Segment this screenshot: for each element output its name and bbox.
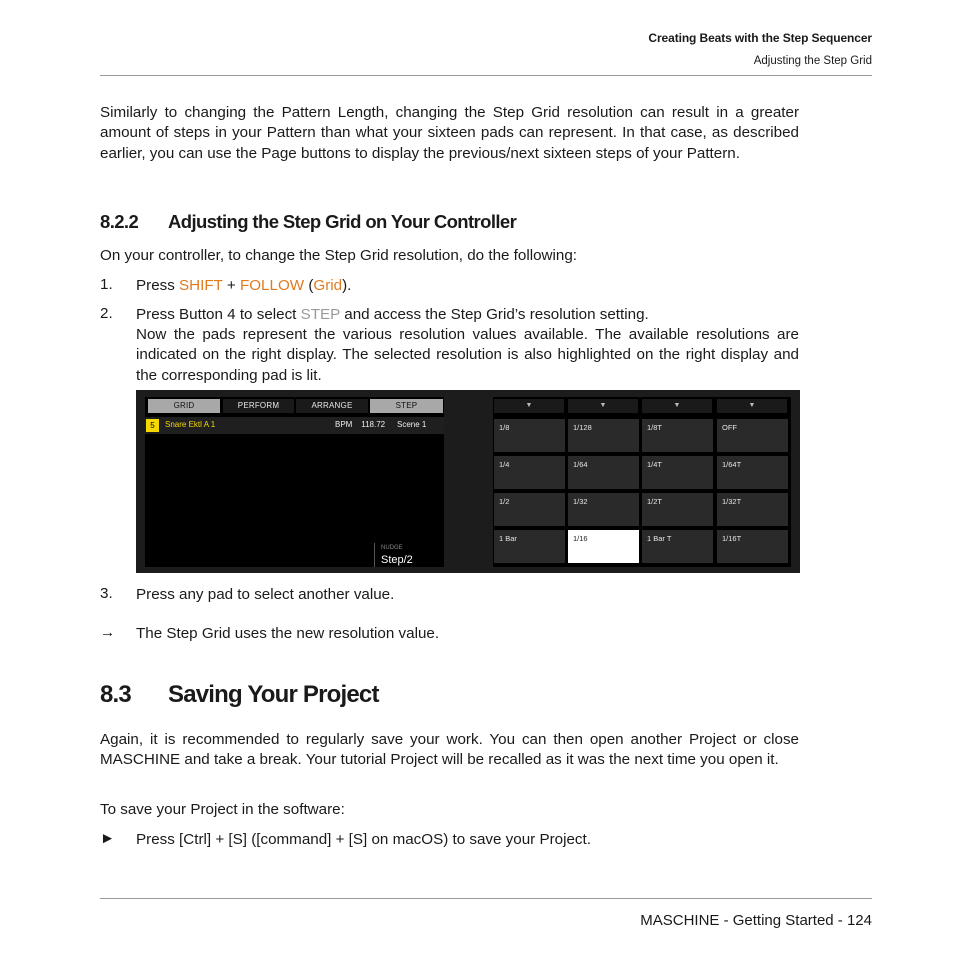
tab-grid: GRID bbox=[148, 399, 220, 413]
resolution-pad bbox=[568, 419, 639, 452]
step-button-label: STEP bbox=[300, 306, 341, 323]
section-title: Adjusting the Step Grid on Your Controller bbox=[168, 211, 517, 232]
page-footer: MASCHINE - Getting Started - 124 bbox=[640, 912, 872, 929]
pad-label: 1/16 bbox=[573, 534, 588, 543]
pad-label: 1/64T bbox=[722, 460, 742, 469]
resolution-pad bbox=[494, 493, 565, 526]
bullet-triangle-icon: ► bbox=[100, 830, 116, 847]
step-3-text: Press any pad to select another value. bbox=[136, 586, 395, 603]
step-2-text: Press Button 4 to select STEP and access the Step Grid’s resolution setting. bbox=[136, 306, 649, 323]
pad-label: 1/16T bbox=[722, 534, 742, 543]
pad-label: 1/32 bbox=[573, 497, 588, 506]
resolution-pad bbox=[717, 419, 788, 452]
pad-label: 1/32T bbox=[722, 497, 742, 506]
resolution-pad bbox=[494, 530, 565, 563]
nudge-value: Step/2 bbox=[381, 554, 413, 566]
resolution-pad bbox=[494, 456, 565, 489]
step-2-detail: Now the pads represent the various resolution values available. The available resolutions are indicated on the right display. The selected resolution is also highlighted on the right display and the corresponding pad is lit. bbox=[136, 326, 799, 384]
chevron-down-icon: ▼ bbox=[568, 399, 638, 413]
pad-label: 1/2T bbox=[647, 497, 663, 506]
tab-perform: PERFORM bbox=[223, 399, 294, 413]
pad-label: 1/8 bbox=[499, 423, 510, 432]
follow-button-label: FOLLOW bbox=[239, 277, 305, 294]
section-number: 8.2.2 bbox=[100, 211, 139, 232]
pad-label: 1 Bar T bbox=[647, 534, 672, 543]
tab-arrange: ARRANGE bbox=[296, 399, 368, 413]
pad-label: 1/2 bbox=[499, 497, 510, 506]
controller-intro: On your controller, to change the Step Grid resolution, do the following: bbox=[100, 247, 577, 264]
pad-label: 1 Bar bbox=[499, 534, 517, 543]
result-text: The Step Grid uses the new resolution value. bbox=[136, 625, 440, 642]
running-header-section: Adjusting the Step Grid bbox=[753, 55, 872, 67]
nudge-label: NUDGE bbox=[381, 545, 403, 551]
pad-label: 1/4T bbox=[647, 460, 663, 469]
resolution-pad bbox=[494, 419, 565, 452]
section-heading-8-2-2 bbox=[100, 211, 516, 233]
resolution-pad bbox=[717, 493, 788, 526]
pad-label: 1/4 bbox=[499, 460, 510, 469]
section-heading-8-3 bbox=[100, 681, 379, 709]
resolution-pad bbox=[717, 530, 788, 563]
step-1-marker: 1. bbox=[100, 276, 113, 293]
result-arrow-icon: → bbox=[100, 624, 116, 641]
chevron-down-icon: ▼ bbox=[642, 399, 712, 413]
resolution-pad bbox=[568, 530, 639, 563]
section-title: Saving Your Project bbox=[168, 681, 379, 708]
step-1-text: Press SHIFT + FOLLOW (Grid). bbox=[136, 277, 352, 294]
pad-label: 1/8T bbox=[647, 423, 663, 432]
scene-name: Scene 1 bbox=[397, 420, 427, 429]
sound-name: Snare Ektl A 1 bbox=[165, 420, 216, 429]
header-divider bbox=[100, 75, 872, 76]
resolution-pad bbox=[568, 493, 639, 526]
intro-paragraph: Similarly to changing the Pattern Length, changing the Step Grid resolution can result in a greater amount of steps in your Pattern than what your sixteen pads can represent. In that case, as described earlier, you can use the Page buttons to display the previous/next sixteen steps of your Pattern. bbox=[100, 104, 799, 162]
left-display bbox=[145, 397, 444, 567]
step-2-marker: 2. bbox=[100, 305, 113, 322]
resolution-pad bbox=[642, 456, 713, 489]
resolution-pad bbox=[568, 456, 639, 489]
sound-slot-badge: 5 bbox=[146, 419, 159, 432]
shift-button-label: SHIFT bbox=[179, 277, 223, 294]
save-paragraph: Again, it is recommended to regularly save your work. You can then open another Project or close MASCHINE and take a break. Your tutorial Project will be recalled as it was the next time you open it. bbox=[100, 731, 799, 769]
controller-display-screenshot bbox=[136, 390, 800, 573]
tab-step: STEP bbox=[370, 399, 443, 413]
pad-label: 1/128 bbox=[573, 423, 592, 432]
chevron-down-icon: ▼ bbox=[494, 399, 564, 413]
running-header-chapter: Creating Beats with the Step Sequencer bbox=[648, 31, 872, 45]
step-3-marker: 3. bbox=[100, 585, 113, 602]
right-display bbox=[493, 397, 791, 567]
resolution-pad bbox=[642, 419, 713, 452]
resolution-pad bbox=[642, 493, 713, 526]
grid-function-label: Grid bbox=[313, 277, 343, 294]
nudge-readout bbox=[374, 543, 445, 567]
pad-label: OFF bbox=[722, 423, 737, 432]
chevron-down-icon: ▼ bbox=[717, 399, 787, 413]
save-intro: To save your Project in the software: bbox=[100, 801, 345, 818]
resolution-pad bbox=[642, 530, 713, 563]
section-number: 8.3 bbox=[100, 681, 131, 708]
tempo-readout: BPM 118.72 bbox=[335, 420, 386, 429]
info-bar bbox=[145, 417, 444, 434]
pad-label: 1/64 bbox=[573, 460, 588, 469]
save-step-text: Press [Ctrl] + [S] ([command] + [S] on macOS) to save your Project. bbox=[136, 831, 591, 848]
resolution-pad bbox=[717, 456, 788, 489]
footer-divider bbox=[100, 898, 872, 899]
